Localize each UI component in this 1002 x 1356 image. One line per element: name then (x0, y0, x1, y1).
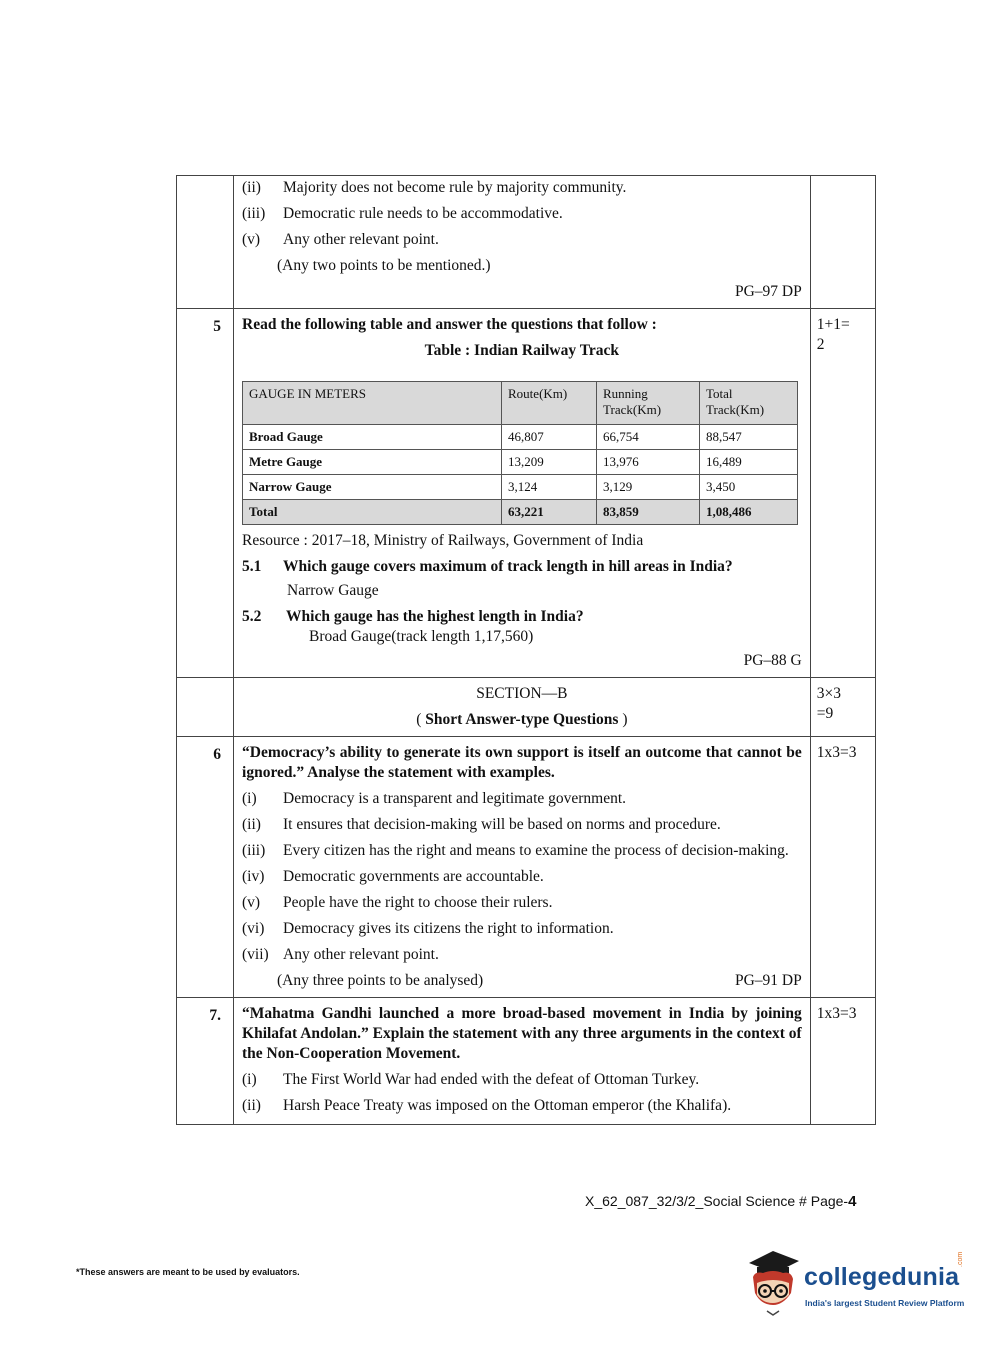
page-footer (585, 1193, 856, 1210)
column-header: Total Track(Km) (700, 382, 798, 425)
q6-question: “Democracy’s ability to generate its own support is itself an outcome that cannot be ignored.” Analyse the statement with examples. (242, 744, 802, 781)
q4-reference: PG–97 DP (734, 283, 802, 300)
collegedunia-logo[interactable] (743, 1247, 973, 1317)
q7-row (177, 998, 876, 1125)
table-cell: Metre Gauge (243, 450, 502, 475)
q4-note: (Any two points to be mentioned.) (277, 257, 491, 274)
list-item: (ii) It ensures that decision-making will be based on norms and procedure. (242, 816, 721, 833)
table-cell: 88,547 (700, 425, 798, 450)
table-cell: 13,976 (597, 450, 700, 475)
q5-sub1-question: 5.1 Which gauge covers maximum of track length in hill areas in India? (242, 558, 733, 575)
q5-reference: PG–88 G (743, 652, 802, 669)
q6-row (177, 737, 876, 998)
table-cell: 3,129 (597, 475, 700, 500)
page-number: 4 (848, 1193, 857, 1210)
list-item: (ii) Harsh Peace Treaty was imposed on the Ottoman emperor (the Khalifa). (242, 1097, 732, 1114)
logo-dotcom: .com (957, 1251, 964, 1267)
railway-track-table (242, 381, 798, 525)
list-item: (v) Any other relevant point. (242, 231, 439, 248)
logo-wordmark: collegedunia (804, 1263, 960, 1291)
q5-row (177, 309, 876, 678)
q7-marks: 1x3=3 (810, 998, 875, 1125)
list-item: (ii) Majority does not become rule by majority community. (242, 179, 627, 196)
q5-marks: 1+1= 2 (810, 309, 875, 678)
q5-question: Read the following table and answer the questions that follow : (242, 316, 657, 333)
q5-sub2-question: 5.2 Which gauge has the highest length in India? (242, 608, 584, 625)
q6-note: (Any three points to be analysed) (277, 972, 484, 989)
table-cell: 1,08,486 (700, 500, 798, 525)
table-total-row (243, 500, 798, 525)
q7-question: “Mahatma Gandhi launched a more broad-based movement in India by joining Khilafat Andolan.” Explain the statement with any three arguments in the context of the Non-Cooperation Movement. (242, 1005, 802, 1062)
list-item: (vii) Any other relevant point. (242, 946, 439, 963)
table-cell: 46,807 (502, 425, 597, 450)
table-cell: 3,124 (502, 475, 597, 500)
list-item: (iii) Every citizen has the right and means to examine the process of decision-making. (242, 842, 789, 859)
q4-row (177, 176, 876, 309)
table-cell: Narrow Gauge (243, 475, 502, 500)
table-cell: 66,754 (597, 425, 700, 450)
table-cell: 63,221 (502, 500, 597, 525)
q7-body (234, 998, 811, 1125)
list-item: (vi) Democracy gives its citizens the right to information. (242, 920, 614, 937)
q4-body (234, 176, 811, 309)
table-row (243, 450, 798, 475)
logo-tagline: India's largest Student Review Platform (805, 1298, 965, 1308)
q5-table-title: Table : Indian Railway Track (424, 342, 620, 359)
section-b-subtitle: ( Short Answer-type Questions ) (416, 711, 628, 728)
table-cell: 13,209 (502, 450, 597, 475)
table-row (243, 475, 798, 500)
q5-sub2-answer: Broad Gauge(track length 1,17,560) (309, 628, 534, 645)
q5-body (234, 309, 811, 678)
table-cell: 3,450 (700, 475, 798, 500)
column-header: Route(Km) (502, 382, 597, 425)
q5-number: 5 (177, 309, 234, 678)
q6-marks: 1x3=3 (810, 737, 875, 998)
section-b-title: SECTION—B (476, 685, 568, 702)
q5-sub1-answer: Narrow Gauge (287, 582, 379, 599)
q6-number: 6 (177, 737, 234, 998)
section-b-heading (234, 678, 811, 737)
table-cell: 83,859 (597, 500, 700, 525)
q7-number: 7. (177, 998, 234, 1125)
list-item: (v) People have the right to choose their rulers. (242, 894, 553, 911)
list-item: (i) The First World War had ended with the defeat of Ottoman Turkey. (242, 1071, 700, 1088)
section-b-number-cell (177, 678, 234, 737)
list-item: (i) Democracy is a transparent and legitimate government. (242, 790, 627, 807)
evaluator-disclaimer: *These answers are meant to be used by evaluators. (76, 1267, 300, 1277)
section-b-row (177, 678, 876, 737)
q4-marks-cell (810, 176, 875, 309)
table-header-row (243, 382, 798, 425)
q6-reference: PG–91 DP (734, 972, 802, 989)
q5-resource: Resource : 2017–18, Ministry of Railways, Government of India (242, 532, 644, 549)
table-cell: Total (243, 500, 502, 525)
column-header: GAUGE IN METERS (243, 382, 502, 425)
section-b-marks: 3×3 =9 (810, 678, 875, 737)
q6-body (234, 737, 811, 998)
footer-code: X_62_087_32/3/2_Social Science # Page- (585, 1193, 849, 1209)
q6-note-line (242, 971, 802, 991)
column-header: Running Track(Km) (597, 382, 700, 425)
table-row (243, 425, 798, 450)
answer-key-table (176, 175, 876, 1125)
list-item: (iii) Democratic rule needs to be accommodative. (242, 205, 563, 222)
table-cell: Broad Gauge (243, 425, 502, 450)
list-item: (iv) Democratic governments are accountable. (242, 868, 544, 885)
mascot-icon (743, 1247, 803, 1317)
q4-number-cell (177, 176, 234, 309)
table-cell: 16,489 (700, 450, 798, 475)
